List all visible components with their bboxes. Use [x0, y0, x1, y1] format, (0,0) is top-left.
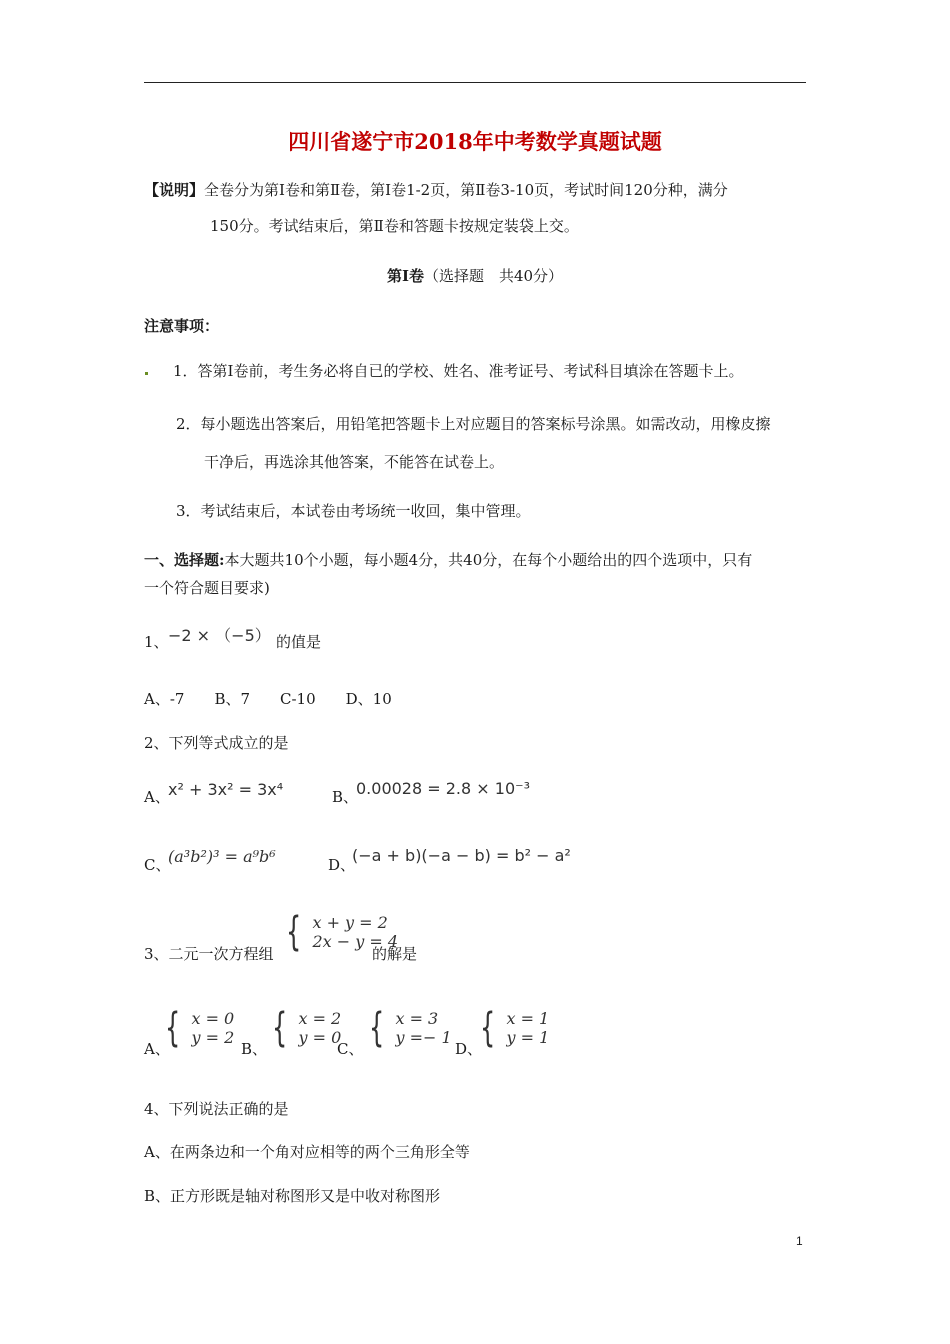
note-item-2-line-2: 干净后，再选涂其他答案，不能答在试卷上。: [204, 453, 505, 471]
q3-equation-2: 2x − y = 4: [312, 932, 399, 951]
brace-icon: {: [369, 1005, 385, 1051]
q2-option-b-label: B、: [332, 788, 359, 806]
q4-option-b: B、正方形既是轴对称图形又是中收对称图形: [144, 1187, 441, 1205]
q3-option-a-y: y = 2: [191, 1028, 235, 1047]
q4-option-a: A、在两条边和一个角对应相等的两个三角形全等: [144, 1143, 470, 1161]
intro-line-1: [144, 180, 728, 200]
q3-option-d-x: x = 1: [506, 1009, 550, 1028]
q3-option-a-x: x = 0: [191, 1009, 235, 1028]
q3-option-d-y: y = 1: [506, 1028, 550, 1047]
q3-option-b-label: B、: [241, 1040, 268, 1058]
intro-line-2: 150分。考试结束后，第Ⅱ卷和答题卡按规定装袋上交。: [210, 217, 579, 235]
note-item-2-line-1: 2．每小题选出答案后，用铅笔把答题卡上对应题目的答案标号涂黑。如需改动，用橡皮擦: [176, 415, 771, 433]
q3-option-c-x: x = 3: [395, 1009, 439, 1028]
q1-number: 1、: [144, 633, 169, 651]
bullet-mark: [145, 372, 148, 375]
brace-icon: {: [286, 909, 302, 955]
intro-text-1: 全卷分为第Ⅰ卷和第Ⅱ卷，第Ⅰ卷1-2页，第Ⅱ卷3-10页，考试时间120分种，满分: [204, 181, 728, 199]
q4-stem: 4、下列说法正确的是: [144, 1100, 289, 1118]
q3-option-c-label: C、: [337, 1040, 364, 1058]
q3-option-c: [369, 1005, 452, 1051]
q1-expression: −2 × （−5）: [168, 626, 271, 645]
q3-option-b: [272, 1005, 342, 1051]
q2-option-a-expr: x² + 3x² = 3x⁴: [168, 780, 284, 799]
q3-option-b-y: y = 0: [298, 1028, 342, 1047]
q3-option-c-y: y =− 1: [395, 1028, 452, 1047]
q2-option-d-expr: (−a + b)(−a − b) = b² − a²: [352, 846, 571, 865]
q3-equation-1: x + y = 2: [312, 913, 388, 932]
section-heading-bold: 第Ⅰ卷: [386, 267, 424, 285]
page-title: 四川省遂宁市2018年中考数学真题试题: [288, 129, 662, 154]
q1-options: A、-7 B、7 C-10 D、10: [144, 690, 392, 708]
brace-icon: {: [480, 1005, 496, 1051]
note-item-1: 1．答第Ⅰ卷前，考生务必将自已的学校、姓名、准考证号、考试科目填涂在答题卡上。: [173, 362, 744, 380]
q3-option-d-label: D、: [455, 1040, 483, 1058]
notes-heading: 注意事项：: [144, 317, 220, 335]
q2-option-b-expr: 0.00028 = 2.8 × 10⁻³: [356, 779, 530, 798]
q3-option-a-label: A、: [144, 1040, 170, 1058]
q3-option-d: [480, 1005, 550, 1051]
q3-prefix: 3、二元一次方程组: [144, 945, 274, 963]
q3-suffix: 的解是: [372, 945, 418, 963]
section-heading: [0, 266, 950, 286]
note-item-3: 3．考试结束后，本试卷由考场统一收回，集中管理。: [176, 502, 531, 520]
brace-icon: {: [272, 1005, 288, 1051]
section-heading-rest: （选择题 共40分）: [423, 267, 564, 285]
intro-label: 【说明】: [144, 181, 205, 199]
header-rule: [144, 82, 806, 83]
q2-stem: 2、下列等式成立的是: [144, 734, 289, 752]
q2-option-a-label: A、: [144, 788, 170, 806]
brace-icon: {: [165, 1005, 181, 1051]
q2-option-c-expr: (a³b²)³ = a⁹b⁶: [168, 847, 276, 866]
q2-option-c-label: C、: [144, 856, 171, 874]
part1-text: 本大题共10个小题，每小题4分，共40分，在每个小题给出的四个选项中，只有: [224, 551, 753, 569]
part1-line-2: 一个符合题目要求): [144, 579, 270, 597]
part1-line-1: [144, 550, 752, 570]
q3-option-b-x: x = 2: [298, 1009, 342, 1028]
part1-heading: 一、选择题:: [144, 551, 225, 569]
q3-option-a: [165, 1005, 235, 1051]
q1-suffix: 的值是: [276, 633, 322, 651]
q2-option-d-label: D、: [328, 856, 356, 874]
page-number: 1: [796, 1234, 803, 1248]
